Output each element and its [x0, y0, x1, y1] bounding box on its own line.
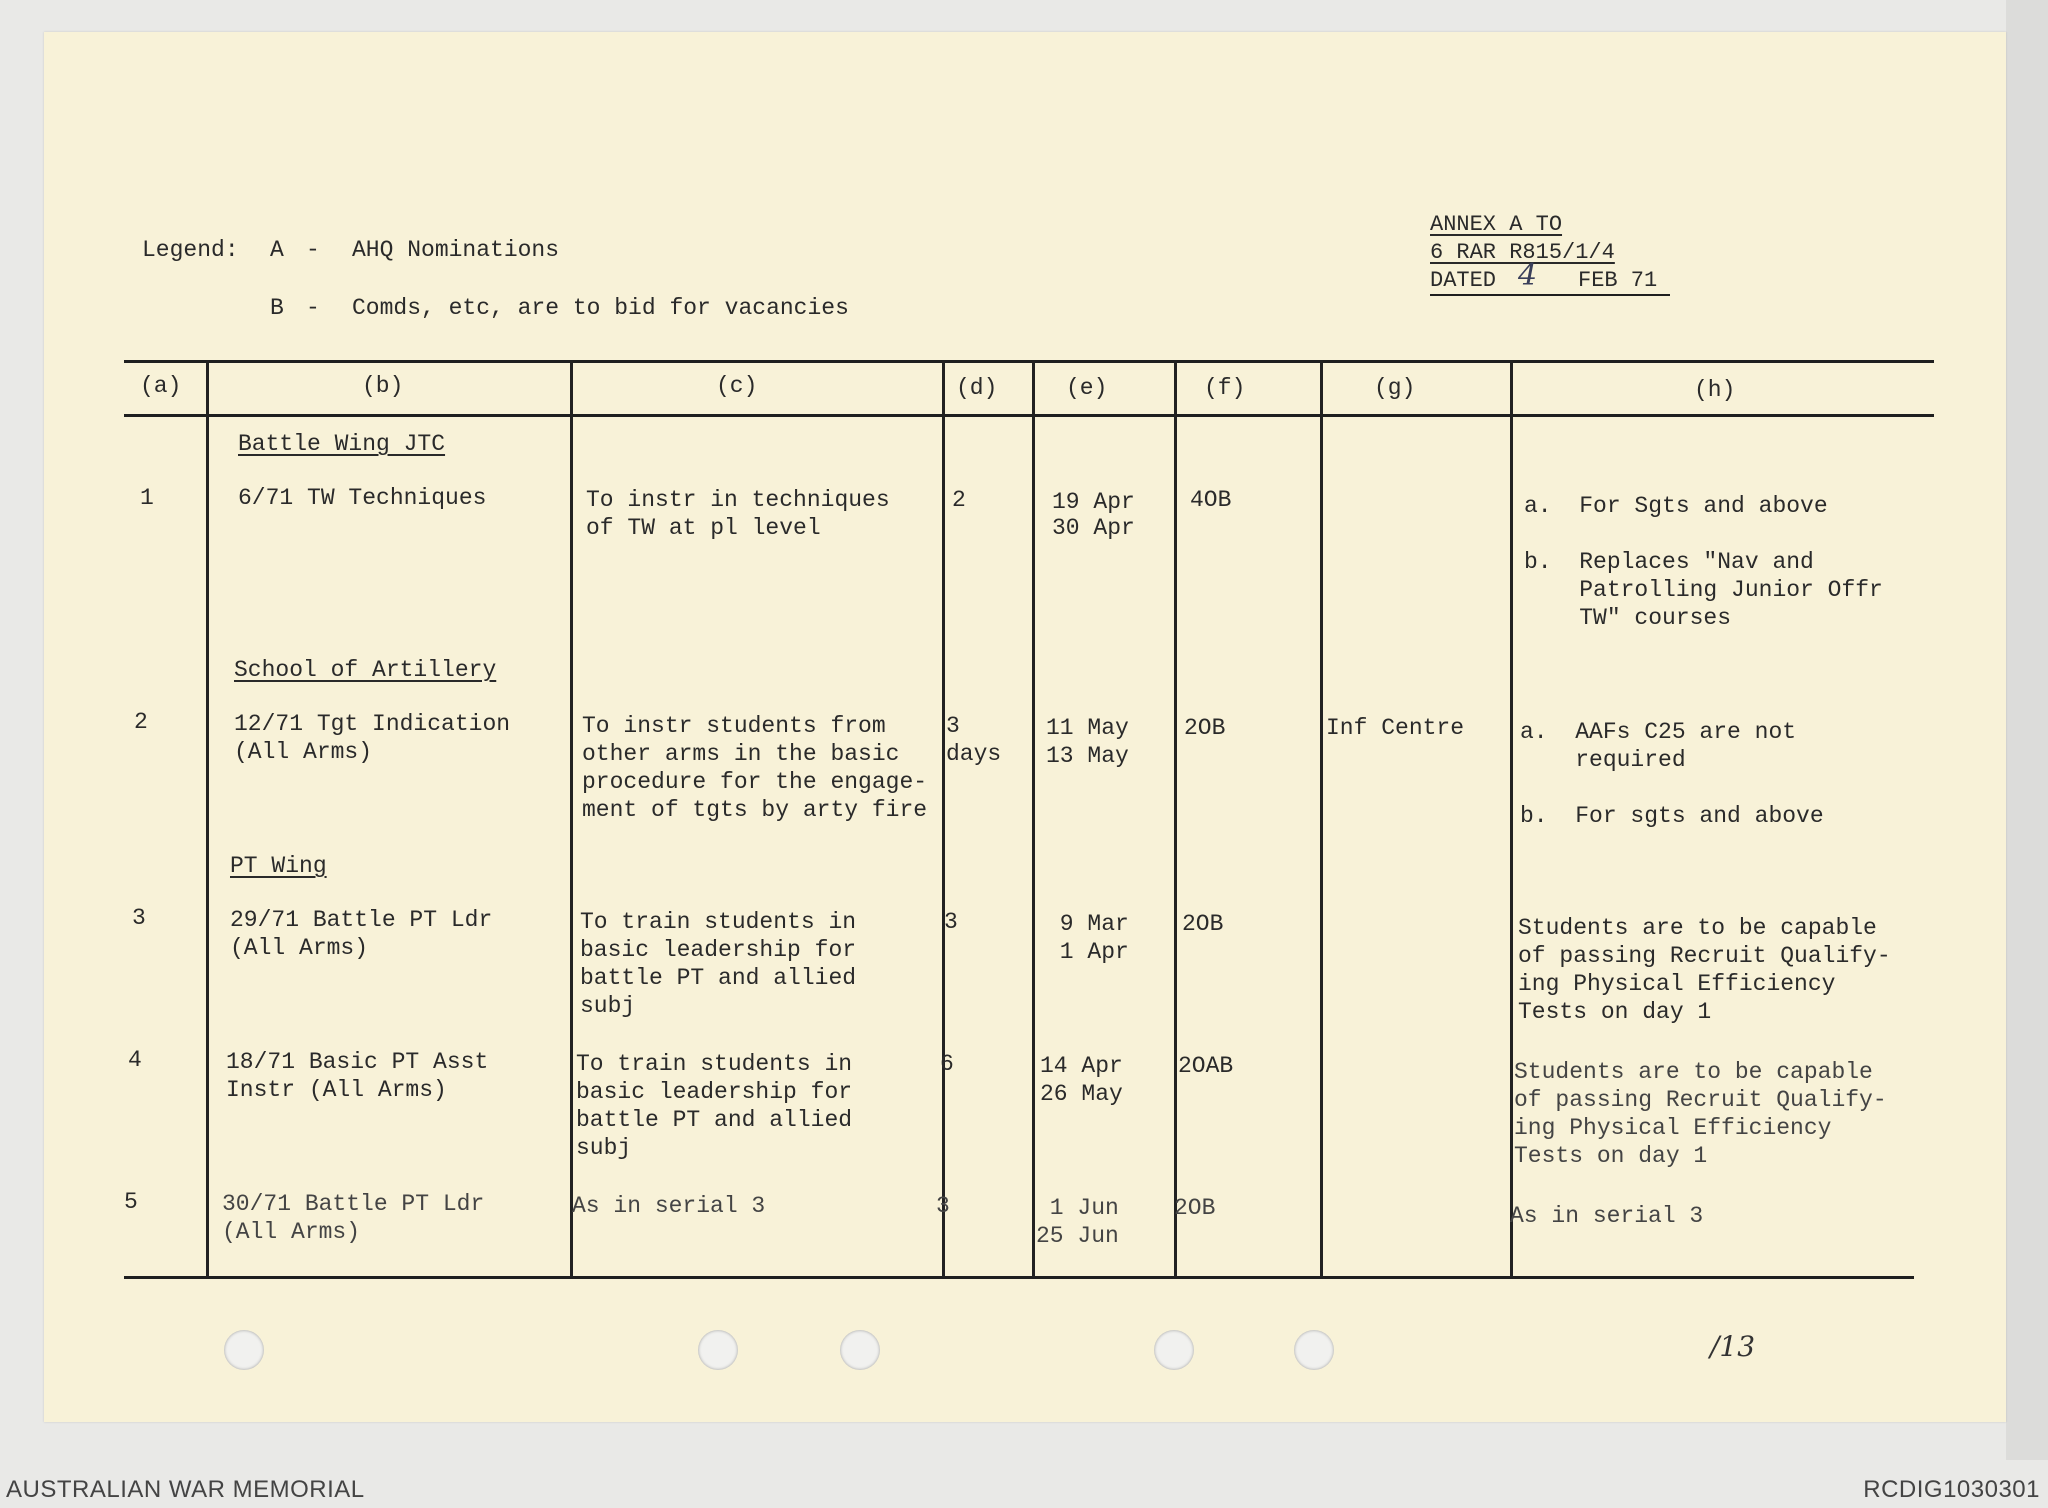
col-divider-ef	[1174, 360, 1177, 1277]
row5-date-end: 25 Jun	[1036, 1223, 1119, 1249]
col-divider-gh	[1510, 360, 1513, 1277]
row4-aim-3: battle PT and allied	[576, 1107, 853, 1133]
col-divider-cd	[942, 360, 945, 1277]
row3-remark-3: ing Physical Efficiency	[1518, 971, 1836, 997]
col-divider-ab	[206, 360, 209, 1277]
row1-date-end: 30 Apr	[1052, 515, 1135, 541]
row3-aim-2: basic leadership for	[580, 937, 857, 963]
row3-remark-1: Students are to be capable	[1518, 915, 1877, 941]
row2-aim-1: To instr students from	[582, 713, 886, 739]
scan-edge	[2006, 0, 2048, 1460]
row3-aim-3: battle PT and allied	[580, 965, 857, 991]
annex-line3-date: FEB 71	[1578, 268, 1658, 293]
row5-date-start: 1 Jun	[1036, 1195, 1119, 1221]
row4-remark-1: Students are to be capable	[1514, 1059, 1873, 1085]
annex-line2: 6 RAR R815/1/4	[1430, 240, 1615, 265]
row1-aim-1: To instr in techniques	[586, 487, 890, 513]
row5-serial: 5	[124, 1189, 138, 1215]
row1-remark-4: Patrolling Junior Offr	[1524, 577, 1883, 603]
legend-a-dash: -	[306, 237, 320, 263]
footer-record-id: RCDIG1030301	[1863, 1476, 2040, 1503]
col-header-a: (a)	[140, 373, 182, 399]
row3-aim-1: To train students in	[580, 909, 857, 935]
row3-aim-4: subj	[580, 993, 636, 1019]
row3-date-end: 1 Apr	[1046, 939, 1129, 965]
punch-hole	[1294, 1330, 1334, 1370]
col-header-h: (h)	[1694, 377, 1736, 403]
row4-remark-4: Tests on day 1	[1514, 1143, 1708, 1169]
row3-remark-2: of passing Recruit Qualify-	[1518, 943, 1891, 969]
row1-remark-5: TW" courses	[1524, 605, 1732, 631]
punch-hole	[1154, 1330, 1194, 1370]
row1-date-start: 19 Apr	[1052, 489, 1135, 515]
row2-aim-4: ment of tgts by arty fire	[582, 797, 928, 823]
row1-course: 6/71 TW Techniques	[238, 485, 487, 511]
row4-course-1: 18/71 Basic PT Asst	[226, 1049, 489, 1075]
row5-remark: As in serial 3	[1510, 1203, 1704, 1229]
row2-remark-2: required	[1520, 747, 1686, 773]
row2-course-2: (All Arms)	[234, 739, 373, 765]
col-divider-bc	[570, 360, 573, 1277]
row4-aim-2: basic leadership for	[576, 1079, 853, 1105]
punch-hole	[840, 1330, 880, 1370]
row2-remark-4: b. For sgts and above	[1520, 803, 1824, 829]
row5-course-1: 30/71 Battle PT Ldr	[222, 1191, 485, 1217]
section-heading-artillery: School of Artillery	[234, 657, 497, 683]
row5-vacancies: 2OB	[1174, 1195, 1216, 1221]
row2-serial: 2	[134, 709, 148, 735]
row4-duration: 6	[940, 1051, 954, 1077]
row4-course-2: Instr (All Arms)	[226, 1077, 447, 1103]
row2-course-1: 12/71 Tgt Indication	[234, 711, 511, 737]
row2-date-start: 11 May	[1046, 715, 1129, 741]
punch-hole	[698, 1330, 738, 1370]
section-heading-battle-wing: Battle Wing JTC	[238, 431, 446, 457]
row2-date-end: 13 May	[1046, 743, 1129, 769]
row1-remark-1: a. For Sgts and above	[1524, 493, 1828, 519]
row3-course-1: 29/71 Battle PT Ldr	[230, 907, 493, 933]
col-header-b: (b)	[362, 373, 404, 399]
punch-hole	[224, 1330, 264, 1370]
col-header-e: (e)	[1066, 375, 1108, 401]
row2-duration-2: days	[946, 741, 1002, 767]
row1-serial: 1	[140, 485, 154, 511]
row4-date-end: 26 May	[1040, 1081, 1123, 1107]
annex-underline	[1430, 294, 1670, 296]
col-divider-fg	[1320, 360, 1323, 1277]
row3-duration: 3	[944, 909, 958, 935]
legend-a-text: AHQ Nominations	[352, 237, 560, 263]
row4-aim-4: subj	[576, 1135, 632, 1161]
row2-aim-2: other arms in the basic	[582, 741, 900, 767]
row3-remark-4: Tests on day 1	[1518, 999, 1712, 1025]
table-bottom-rule	[124, 1276, 1914, 1279]
col-header-g: (g)	[1374, 375, 1416, 401]
row2-location: Inf Centre	[1326, 715, 1465, 741]
row3-course-2: (All Arms)	[230, 935, 369, 961]
page-number: /13	[1710, 1330, 1756, 1363]
legend-b-text: Comds, etc, are to bid for vacancies	[352, 295, 849, 321]
row2-vacancies: 2OB	[1184, 715, 1226, 741]
annex-line3-label: DATED	[1430, 268, 1497, 293]
col-header-c: (c)	[716, 373, 758, 399]
legend-label: Legend:	[142, 237, 239, 263]
section-heading-pt-wing: PT Wing	[230, 853, 327, 879]
row4-serial: 4	[128, 1047, 142, 1073]
row2-aim-3: procedure for the engage-	[582, 769, 928, 795]
row4-date-start: 14 Apr	[1040, 1053, 1123, 1079]
col-divider-de	[1032, 360, 1035, 1277]
row3-vacancies: 2OB	[1182, 911, 1224, 937]
annex-handwritten-day: 4	[1518, 258, 1538, 293]
row4-aim-1: To train students in	[576, 1051, 853, 1077]
row3-date-start: 9 Mar	[1046, 911, 1129, 937]
row2-duration-1: 3	[946, 713, 960, 739]
document-page	[44, 32, 2006, 1422]
col-header-f: (f)	[1204, 375, 1246, 401]
table-header-rule	[124, 414, 1934, 417]
footer-source-label: AUSTRALIAN WAR MEMORIAL	[6, 1476, 365, 1503]
legend-b-key: B	[270, 295, 284, 321]
row5-course-2: (All Arms)	[222, 1219, 361, 1245]
row5-duration: 3	[936, 1193, 950, 1219]
col-header-d: (d)	[956, 375, 998, 401]
row4-remark-2: of passing Recruit Qualify-	[1514, 1087, 1887, 1113]
row4-vacancies: 2OAB	[1178, 1053, 1234, 1079]
annex-line1: ANNEX A TO	[1430, 212, 1563, 237]
row2-remark-1: a. AAFs C25 are not	[1520, 719, 1797, 745]
table-top-rule	[124, 360, 1934, 363]
legend-a-key: A	[270, 237, 284, 263]
row1-vacancies: 4OB	[1190, 487, 1232, 513]
row4-remark-3: ing Physical Efficiency	[1514, 1115, 1832, 1141]
row5-aim: As in serial 3	[572, 1193, 766, 1219]
legend-b-dash: -	[306, 295, 320, 321]
row1-duration: 2	[952, 487, 966, 513]
row1-aim-2: of TW at pl level	[586, 515, 821, 541]
row1-remark-3: b. Replaces "Nav and	[1524, 549, 1814, 575]
row3-serial: 3	[132, 905, 146, 931]
